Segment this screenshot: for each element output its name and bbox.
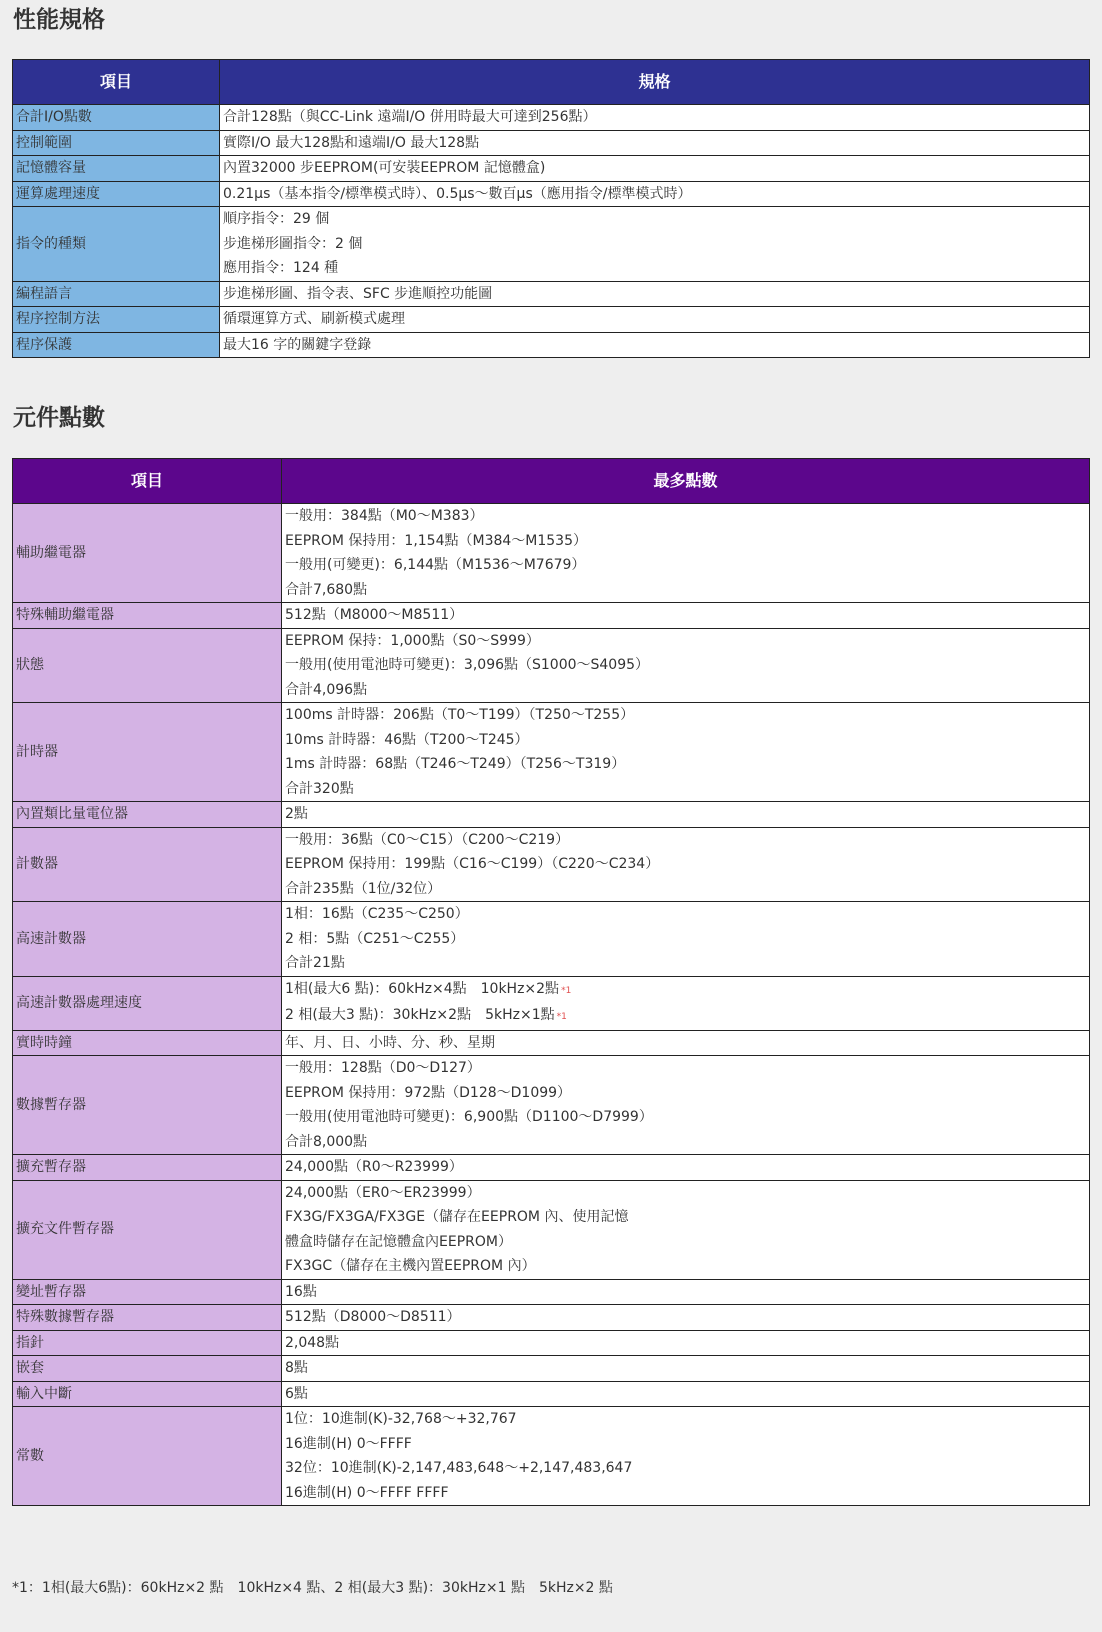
value-line (285, 703, 1086, 728)
row-value (282, 628, 1090, 703)
value-line (285, 603, 1086, 628)
value-line (285, 578, 1086, 603)
table-row (13, 802, 1090, 828)
row-value (282, 976, 1090, 1030)
header-item: 項目 (13, 459, 282, 504)
value-line (285, 504, 1086, 529)
row-label: 變址暫存器 (13, 1279, 282, 1305)
value-line (223, 232, 1086, 257)
value-line-text: 2 相(最大3 點)：30kHz×2點 5kHz×1點 (285, 1007, 555, 1023)
value-line (285, 1305, 1086, 1330)
components-title: 元件點數 (13, 405, 105, 431)
table-header-row (13, 60, 1090, 105)
value-line (223, 105, 1086, 130)
table-header-row (13, 459, 1090, 504)
value-line-text: 體盒時儲存在記憶體盒內EEPROM） (285, 1233, 512, 1250)
value-line (285, 653, 1086, 678)
value-line (285, 728, 1086, 753)
value-line-text: 24,000點（ER0～ER23999） (285, 1184, 481, 1201)
row-label: 記憶體容量 (13, 156, 220, 182)
performance-table (12, 59, 1090, 358)
row-value (220, 181, 1090, 207)
components-table (12, 458, 1090, 1506)
value-line (285, 951, 1086, 976)
table-row (13, 504, 1090, 603)
value-line (285, 1003, 1086, 1030)
value-line-text: 合計235點（1位/32位） (285, 880, 442, 897)
value-line-text: 最大16 字的關鍵字登錄 (223, 336, 372, 353)
row-label: 指針 (13, 1330, 282, 1356)
value-line-text: 一般用：36點（C0～C15）（C200～C219） (285, 831, 570, 848)
table-row (13, 1381, 1090, 1407)
row-label: 擴充文件暫存器 (13, 1180, 282, 1279)
row-label: 控制範圍 (13, 130, 220, 156)
value-line-text: 年、月、日、小時、分、秒、星期 (285, 1034, 495, 1051)
value-line (285, 1181, 1086, 1206)
row-value (282, 1279, 1090, 1305)
row-value (282, 603, 1090, 629)
row-value (282, 902, 1090, 977)
value-line (285, 1081, 1086, 1106)
value-line (285, 629, 1086, 654)
value-line-text: 一般用：128點（D0～D127） (285, 1060, 481, 1076)
row-value (282, 703, 1090, 802)
row-value (220, 130, 1090, 156)
table-row (13, 307, 1090, 333)
table-row (13, 1030, 1090, 1056)
row-value (220, 307, 1090, 333)
row-value (282, 1356, 1090, 1382)
value-line (285, 1481, 1086, 1506)
value-line (223, 207, 1086, 232)
value-line (285, 1280, 1086, 1305)
row-value (282, 1180, 1090, 1279)
table-row (13, 902, 1090, 977)
value-line-text: 16進制(H) 0～FFFF (285, 1435, 412, 1452)
row-label: 編程語言 (13, 281, 220, 307)
value-line (285, 852, 1086, 877)
table-row (13, 181, 1090, 207)
value-line (285, 877, 1086, 902)
row-value (282, 1330, 1090, 1356)
row-label: 數據暫存器 (13, 1056, 282, 1155)
table-row (13, 1356, 1090, 1382)
table-row (13, 105, 1090, 131)
value-line-text: 1位：10進制(K)-32,768～+32,767 (285, 1411, 517, 1427)
value-line-text: EEPROM 保持用：1,154點（M384～M1535） (285, 532, 587, 549)
value-line (285, 1230, 1086, 1255)
row-label: 特殊輔助繼電器 (13, 603, 282, 629)
row-label: 計數器 (13, 827, 282, 902)
value-line-text: 2點 (285, 806, 308, 822)
value-line-text: EEPROM 保持：1,000點（S0～S999） (285, 632, 540, 649)
value-line (285, 1205, 1086, 1230)
table-row (13, 1330, 1090, 1356)
value-line (285, 1382, 1086, 1407)
value-line (223, 333, 1086, 358)
row-value (282, 1381, 1090, 1407)
value-line-text: 一般用：384點（M0～M383） (285, 508, 484, 524)
value-line (285, 678, 1086, 703)
footnote-marker: *1 (556, 1012, 567, 1022)
value-line (285, 802, 1086, 827)
table-row (13, 1180, 1090, 1279)
table-row (13, 827, 1090, 902)
table-row (13, 703, 1090, 802)
value-line (285, 1432, 1086, 1457)
value-line (223, 307, 1086, 332)
value-line (285, 529, 1086, 554)
value-line-text: 順序指令：29 個 (223, 211, 330, 227)
table-row (13, 1407, 1090, 1506)
value-line-text: 合計8,000點 (285, 1133, 368, 1150)
row-value (282, 1305, 1090, 1331)
row-label: 運算處理速度 (13, 181, 220, 207)
table-row (13, 603, 1090, 629)
value-line-text: EEPROM 保持用：199點（C16～C199）（C220～C234） (285, 856, 660, 872)
value-line-text: 實際I/O 最大128點和遠端I/O 最大128點 (223, 134, 480, 151)
row-label: 指令的種類 (13, 207, 220, 282)
value-line (285, 1155, 1086, 1180)
value-line-text: FX3G/FX3GA/FX3GE（儲存在EEPROM 內、使用記憶 (285, 1209, 629, 1225)
value-line (285, 1331, 1086, 1356)
value-line (285, 1031, 1086, 1056)
value-line (223, 156, 1086, 181)
table-row (13, 130, 1090, 156)
value-line-text: 合計4,096點 (285, 681, 368, 698)
value-line (285, 828, 1086, 853)
table-row (13, 1279, 1090, 1305)
value-line (285, 927, 1086, 952)
row-label: 實時時鐘 (13, 1030, 282, 1056)
value-line-text: 一般用(使用電池時可變更)：3,096點（S1000～S4095） (285, 657, 650, 673)
value-line (285, 752, 1086, 777)
value-line (285, 977, 1086, 1004)
row-label: 高速計數器 (13, 902, 282, 977)
row-label: 程序保護 (13, 332, 220, 358)
footnote-marker: *1 (561, 985, 572, 996)
header-max-points: 最多點數 (282, 459, 1090, 504)
value-line-text: 2,048點 (285, 1334, 340, 1351)
row-value (282, 1407, 1090, 1506)
table-row (13, 1305, 1090, 1331)
value-line (285, 1105, 1086, 1130)
row-value (220, 105, 1090, 131)
value-line-text: 16進制(H) 0～FFFF FFFF (285, 1484, 449, 1501)
table-row (13, 156, 1090, 182)
header-spec: 規格 (220, 60, 1090, 105)
value-line (223, 282, 1086, 307)
value-line-text: 合計128點（與CC-Link 遠端I/O 併用時最大可達到256點） (223, 109, 597, 125)
performance-title: 性能規格 (13, 7, 105, 33)
value-line (223, 182, 1086, 207)
value-line (285, 1254, 1086, 1279)
value-line-text: 8點 (285, 1360, 308, 1376)
value-line-text: 合計7,680點 (285, 581, 368, 598)
value-line-text: 512點（M8000～M8511） (285, 607, 464, 623)
row-label: 常數 (13, 1407, 282, 1506)
row-value (282, 1056, 1090, 1155)
value-line-text: 應用指令：124 種 (223, 260, 339, 276)
value-line (285, 1356, 1086, 1381)
row-label: 計時器 (13, 703, 282, 802)
table-row (13, 628, 1090, 703)
row-value (282, 827, 1090, 902)
value-line (285, 1056, 1086, 1081)
value-line-text: 10ms 計時器：46點（T200～T245） (285, 731, 529, 748)
footnote: *1：1相(最大6點)：60kHz×2 點 10kHz×4 點、2 相(最大3 點)：30kHz×1 點 5kHz×2 點 (12, 1580, 613, 1596)
row-value (220, 332, 1090, 358)
value-line (285, 553, 1086, 578)
row-value (220, 281, 1090, 307)
row-label: 內置類比量電位器 (13, 802, 282, 828)
table-row (13, 1155, 1090, 1181)
value-line (285, 1407, 1086, 1432)
table-row (13, 207, 1090, 282)
value-line (223, 256, 1086, 281)
row-value (282, 802, 1090, 828)
value-line-text: 內置32000 步EEPROM(可安裝EEPROM 記憶體盒) (223, 160, 546, 176)
value-line (285, 1130, 1086, 1155)
value-line-text: 1相(最大6 點)：60kHz×4點 10kHz×2點 (285, 980, 560, 997)
value-line-text: 一般用(使用電池時可變更)：6,900點（D1100～D7999） (285, 1109, 653, 1125)
value-line (285, 902, 1086, 927)
value-line-text: 合計21點 (285, 955, 345, 971)
table-row (13, 976, 1090, 1030)
table-row (13, 281, 1090, 307)
value-line-text: 6點 (285, 1385, 308, 1402)
value-line-text: 一般用(可變更)：6,144點（M1536～M7679） (285, 557, 586, 573)
value-line-text: 100ms 計時器：206點（T0～T199）（T250～T255） (285, 707, 635, 723)
value-line (285, 1456, 1086, 1481)
row-label: 輔助繼電器 (13, 504, 282, 603)
value-line (223, 131, 1086, 156)
value-line-text: 0.21μs（基本指令/標準模式時）、0.5μs～數百μs（應用指令/標準模式時） (223, 185, 692, 202)
table-row (13, 332, 1090, 358)
row-value (282, 1155, 1090, 1181)
row-label: 高速計數器處理速度 (13, 976, 282, 1030)
value-line-text: 2 相：5點（C251～C255） (285, 930, 465, 947)
row-label: 特殊數據暫存器 (13, 1305, 282, 1331)
table-row (13, 1056, 1090, 1155)
row-label: 狀態 (13, 628, 282, 703)
row-label: 輸入中斷 (13, 1381, 282, 1407)
value-line-text: 1相：16點（C235～C250） (285, 906, 469, 922)
row-label: 嵌套 (13, 1356, 282, 1382)
value-line-text: 循環運算方式、刷新模式處理 (223, 311, 405, 327)
value-line-text: 32位：10進制(K)-2,147,483,648～+2,147,483,647 (285, 1460, 633, 1476)
value-line-text: FX3GC（儲存在主機內置EEPROM 內） (285, 1258, 536, 1274)
row-value (282, 1030, 1090, 1056)
row-value (282, 504, 1090, 603)
value-line-text: 步進梯形圖指令：2 個 (223, 235, 363, 252)
row-value (220, 156, 1090, 182)
value-line-text: EEPROM 保持用：972點（D128～D1099） (285, 1084, 572, 1101)
value-line-text: 512點（D8000～D8511） (285, 1309, 461, 1325)
row-label: 程序控制方法 (13, 307, 220, 333)
value-line-text: 24,000點（R0～R23999） (285, 1159, 463, 1175)
value-line-text: 1ms 計時器：68點（T246～T249）（T256～T319） (285, 756, 626, 772)
value-line-text: 16點 (285, 1283, 317, 1300)
row-label: 擴充暫存器 (13, 1155, 282, 1181)
value-line (285, 777, 1086, 802)
value-line-text: 步進梯形圖、指令表、SFC 步進順控功能圖 (223, 285, 493, 302)
row-value (220, 207, 1090, 282)
row-label: 合計I/O點數 (13, 105, 220, 131)
value-line-text: 合計320點 (285, 780, 354, 797)
header-item: 項目 (13, 60, 220, 105)
